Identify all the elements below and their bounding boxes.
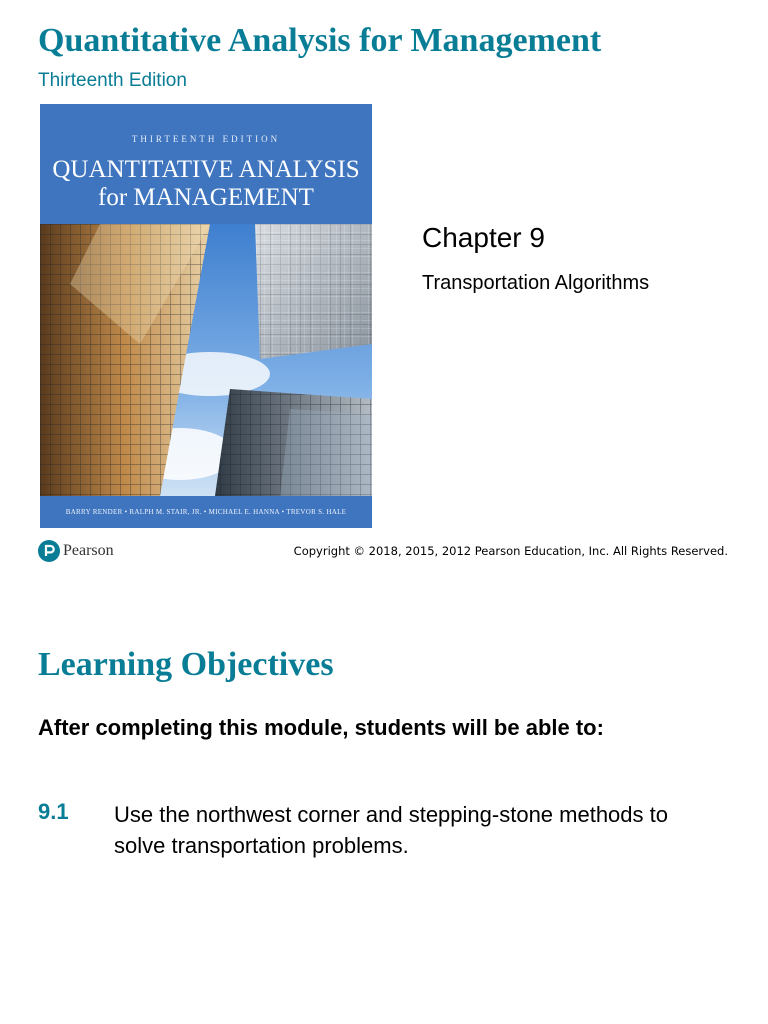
chapter-number: Chapter 9 bbox=[422, 222, 545, 253]
book-edition: Thirteenth Edition bbox=[38, 70, 187, 91]
book-title: Quantitative Analysis for Management bbox=[38, 22, 602, 59]
cover-edition-line: THIRTEENTH EDITION bbox=[131, 134, 281, 144]
pearson-logo bbox=[38, 540, 114, 562]
objective-number: 9.1 bbox=[38, 799, 69, 824]
chapter-title: Transportation Algorithms bbox=[422, 272, 650, 294]
learning-objectives-title: Learning Objectives bbox=[38, 646, 334, 683]
pearson-wordmark: Pearson bbox=[63, 542, 114, 559]
cover-title-line1: QUANTITATIVE ANALYSIS bbox=[52, 156, 360, 183]
cover-title-line2: for MANAGEMENT bbox=[98, 184, 314, 211]
learning-objectives-slide bbox=[0, 580, 768, 1024]
objective-item bbox=[38, 799, 738, 861]
copyright-notice: Copyright © 2018, 2015, 2012 Pearson Education, Inc. All Rights Reserved. bbox=[293, 544, 728, 558]
skyscrapers-photo bbox=[40, 224, 372, 496]
learning-objectives-intro: After completing this module, students will be able to: bbox=[38, 715, 604, 740]
pearson-p-icon bbox=[38, 540, 60, 562]
objective-text: Use the northwest corner and stepping-stone methods to solve transportation problems. bbox=[114, 802, 668, 858]
book-cover-image bbox=[40, 104, 372, 528]
cover-authors: BARRY RENDER • RALPH M. STAIR, JR. • MICHAEL E. HANNA • TREVOR S. HALE bbox=[40, 496, 372, 528]
